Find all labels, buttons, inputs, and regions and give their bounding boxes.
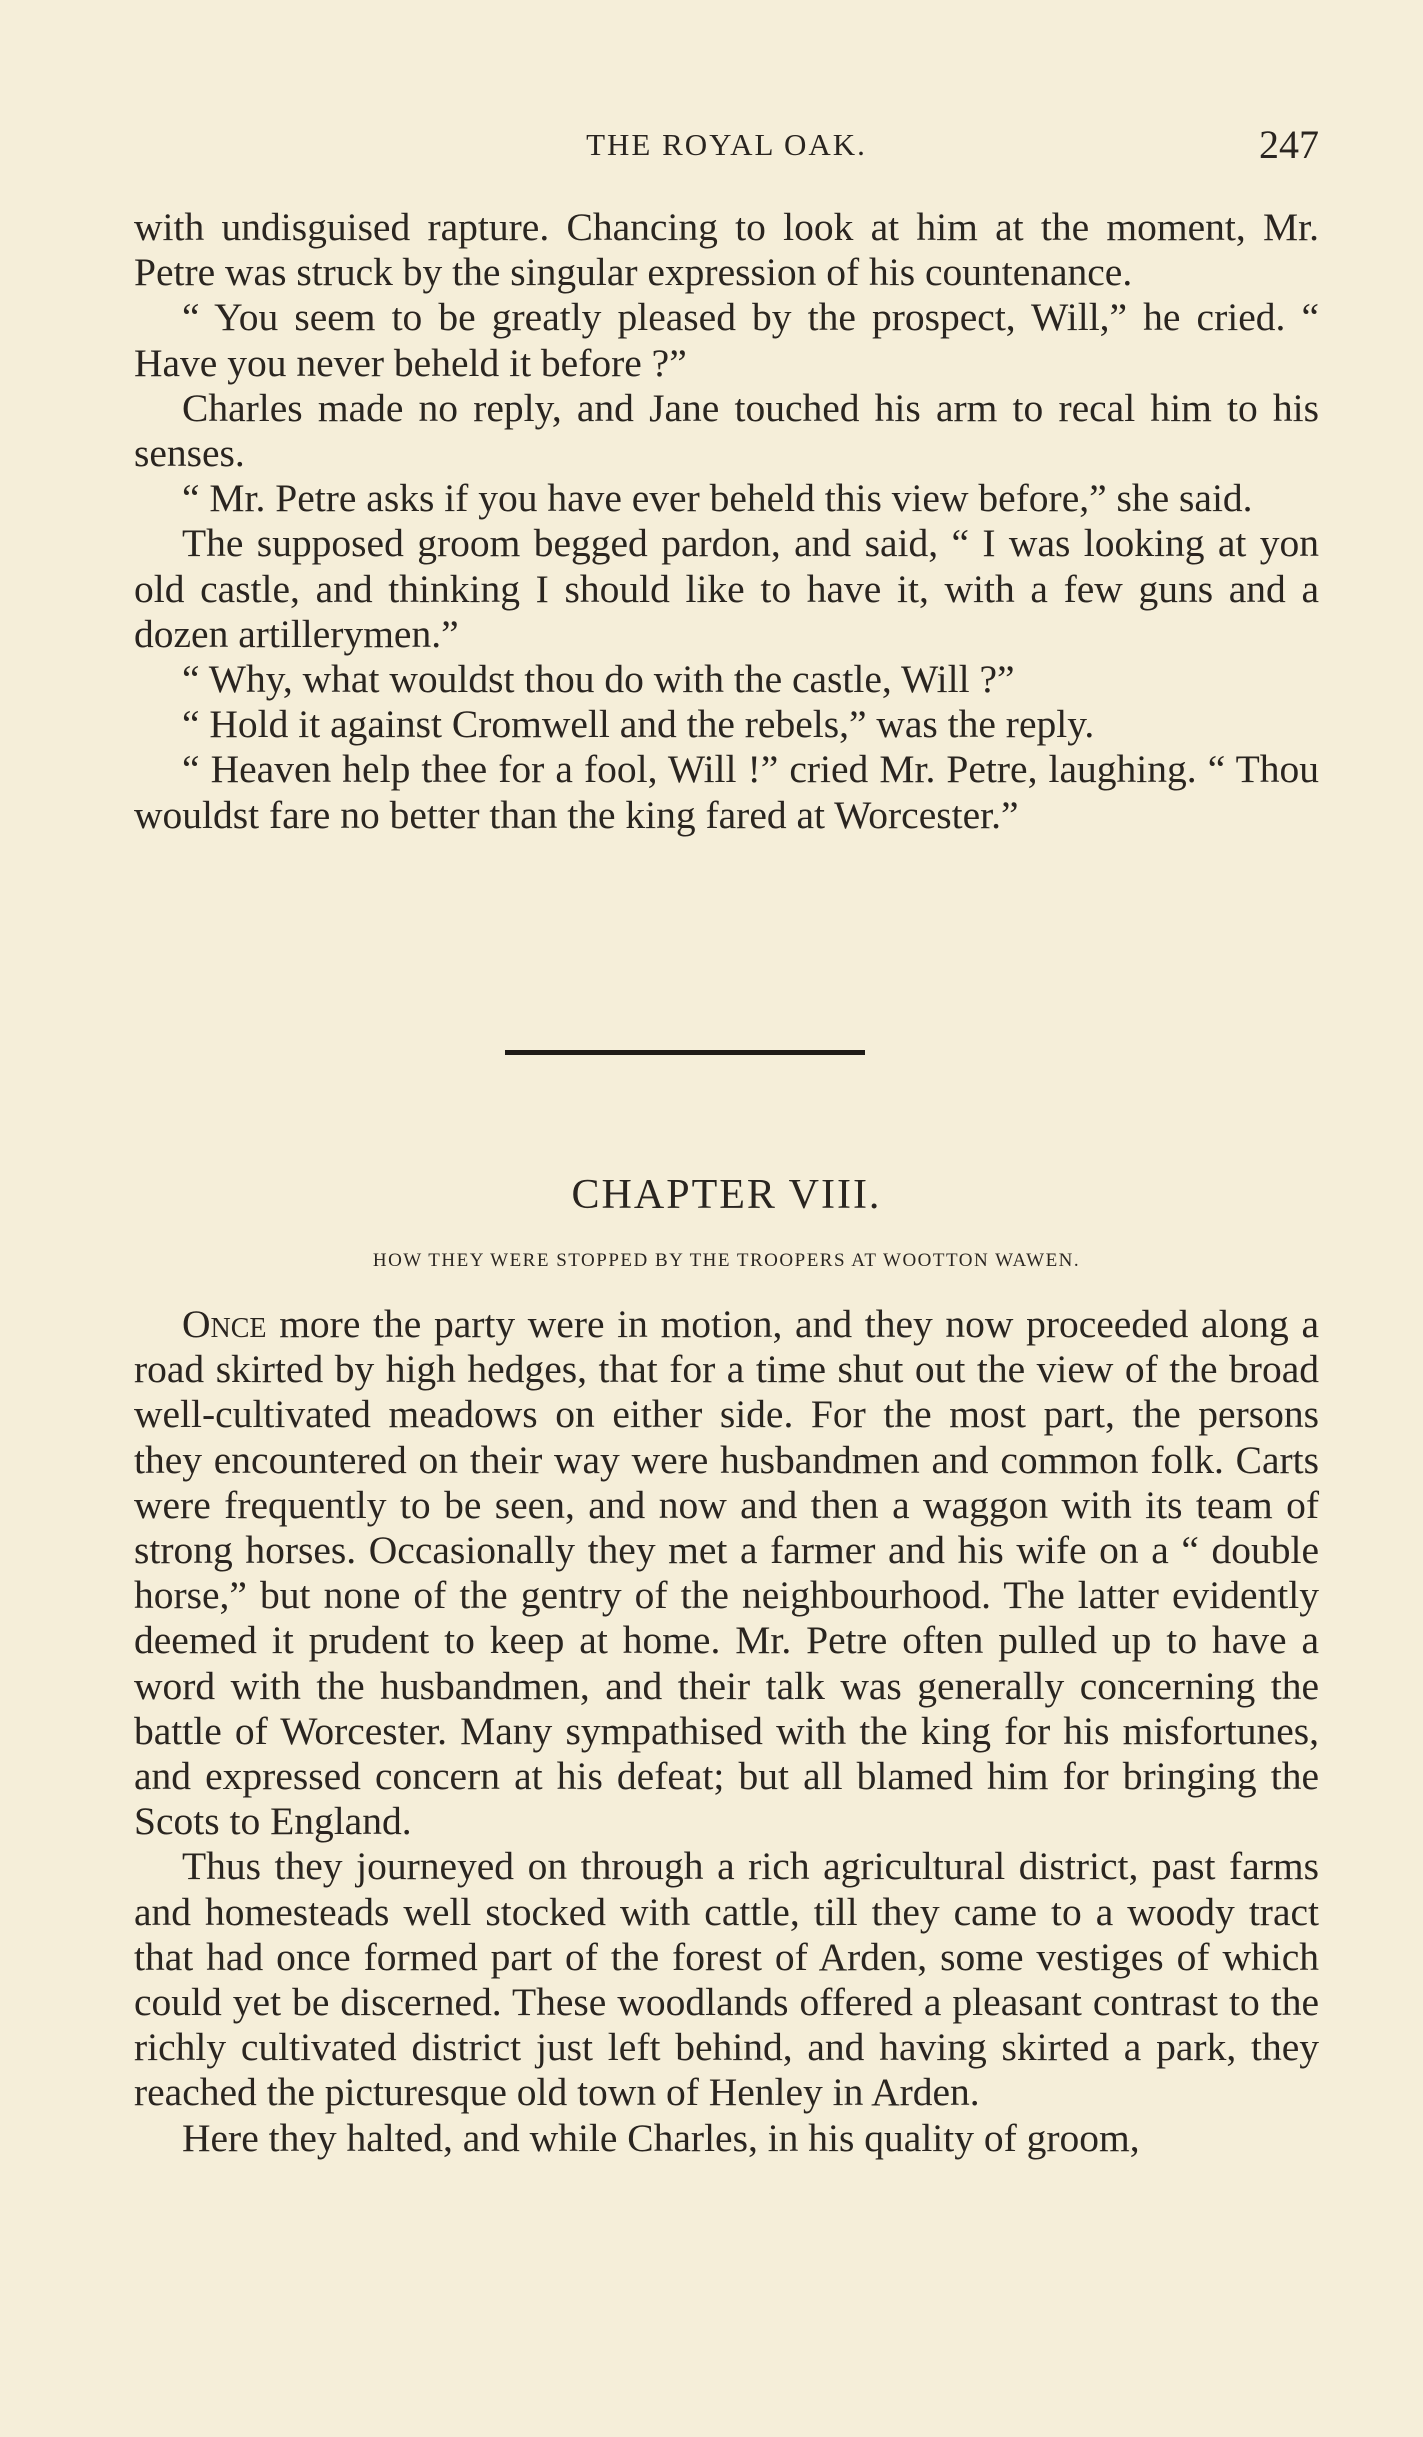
page-header: [134, 122, 1319, 168]
paragraph: “ You seem to be greatly pleased by the prospect, Will,” he cried. “ Have you never beheld it before ?”: [134, 295, 1319, 385]
paragraph: Charles made no reply, and Jane touched his arm to recal him to his senses.: [134, 385, 1319, 476]
chapter-title: CHAPTER VIII.: [571, 1172, 882, 1218]
paragraph-continued: with undisguised rapture. Chancing to look at him at the moment, Mr. Petre was struck by the singular expression of his countenance.: [134, 205, 1319, 295]
opening-word: Once: [182, 1302, 267, 1346]
paragraph: “ Hold it against Cromwell and the rebels,” was the reply.: [182, 702, 1095, 747]
chapter-text-block: [134, 1302, 1319, 2161]
continued-text-block: [134, 205, 1319, 838]
paragraph: “ Mr. Petre asks if you have ever beheld this view before,” she said.: [182, 476, 1253, 521]
page-number: 247: [1259, 122, 1319, 167]
chapter-opening-paragraph: [134, 1302, 1319, 1844]
paragraph: “ Why, what wouldst thou do with the castle, Will ?”: [182, 657, 1015, 702]
section-divider-rule: [505, 1050, 865, 1055]
paragraph: “ Heaven help thee for a fool, Will !” cried Mr. Petre, laughing. “ Thou wouldst fare no better than the king fared at Worcester.”: [134, 747, 1319, 837]
paragraph: Thus they journeyed on through a rich agricultural district, past farms and homesteads well stocked with cattle, till they came to a woody tract that had once formed part of the forest of Arden, some vestiges of which could yet be discerned. These woodlands offered a pleasant contrast to the richly cultivated district just left behind, and having skirted a park, they reached the picturesque old town of Henley in Arden.: [134, 1844, 1319, 2115]
paragraph: The supposed groom begged pardon, and said, “ I was looking at yon old castle, and thinking I should like to have it, with a few guns and a dozen artillerymen.”: [134, 521, 1319, 656]
chapter-subtitle: HOW THEY WERE STOPPED BY THE TROOPERS AT WOOTTON WAWEN.: [372, 1250, 1081, 1271]
running-head: THE ROYAL OAK.: [586, 127, 867, 162]
opening-paragraph-text: more the party were in motion, and they now proceeded along a road skirted by high hedges, that for a time shut out the view of the broad well-cultivated meadows on either side. For the most part, the persons they encountered on their way were husbandmen and common folk. Carts were frequently to be seen, and now and then a waggon with its team of strong horses. Occasionally they met a farmer and his wife on a “ double horse,” but none of the gentry of the neighbourhood. The latter evidently deemed it prudent to keep at home. Mr. Petre often pulled up to have a word with the husbandmen, and their talk was generally concerning the battle of Worcester. Many sympathised with the king for his misfortunes, and expressed concern at his defeat; but all blamed him for bringing the Scots to England.: [134, 1302, 1319, 1844]
paragraph: Here they halted, and while Charles, in his quality of groom,: [182, 2115, 1140, 2160]
